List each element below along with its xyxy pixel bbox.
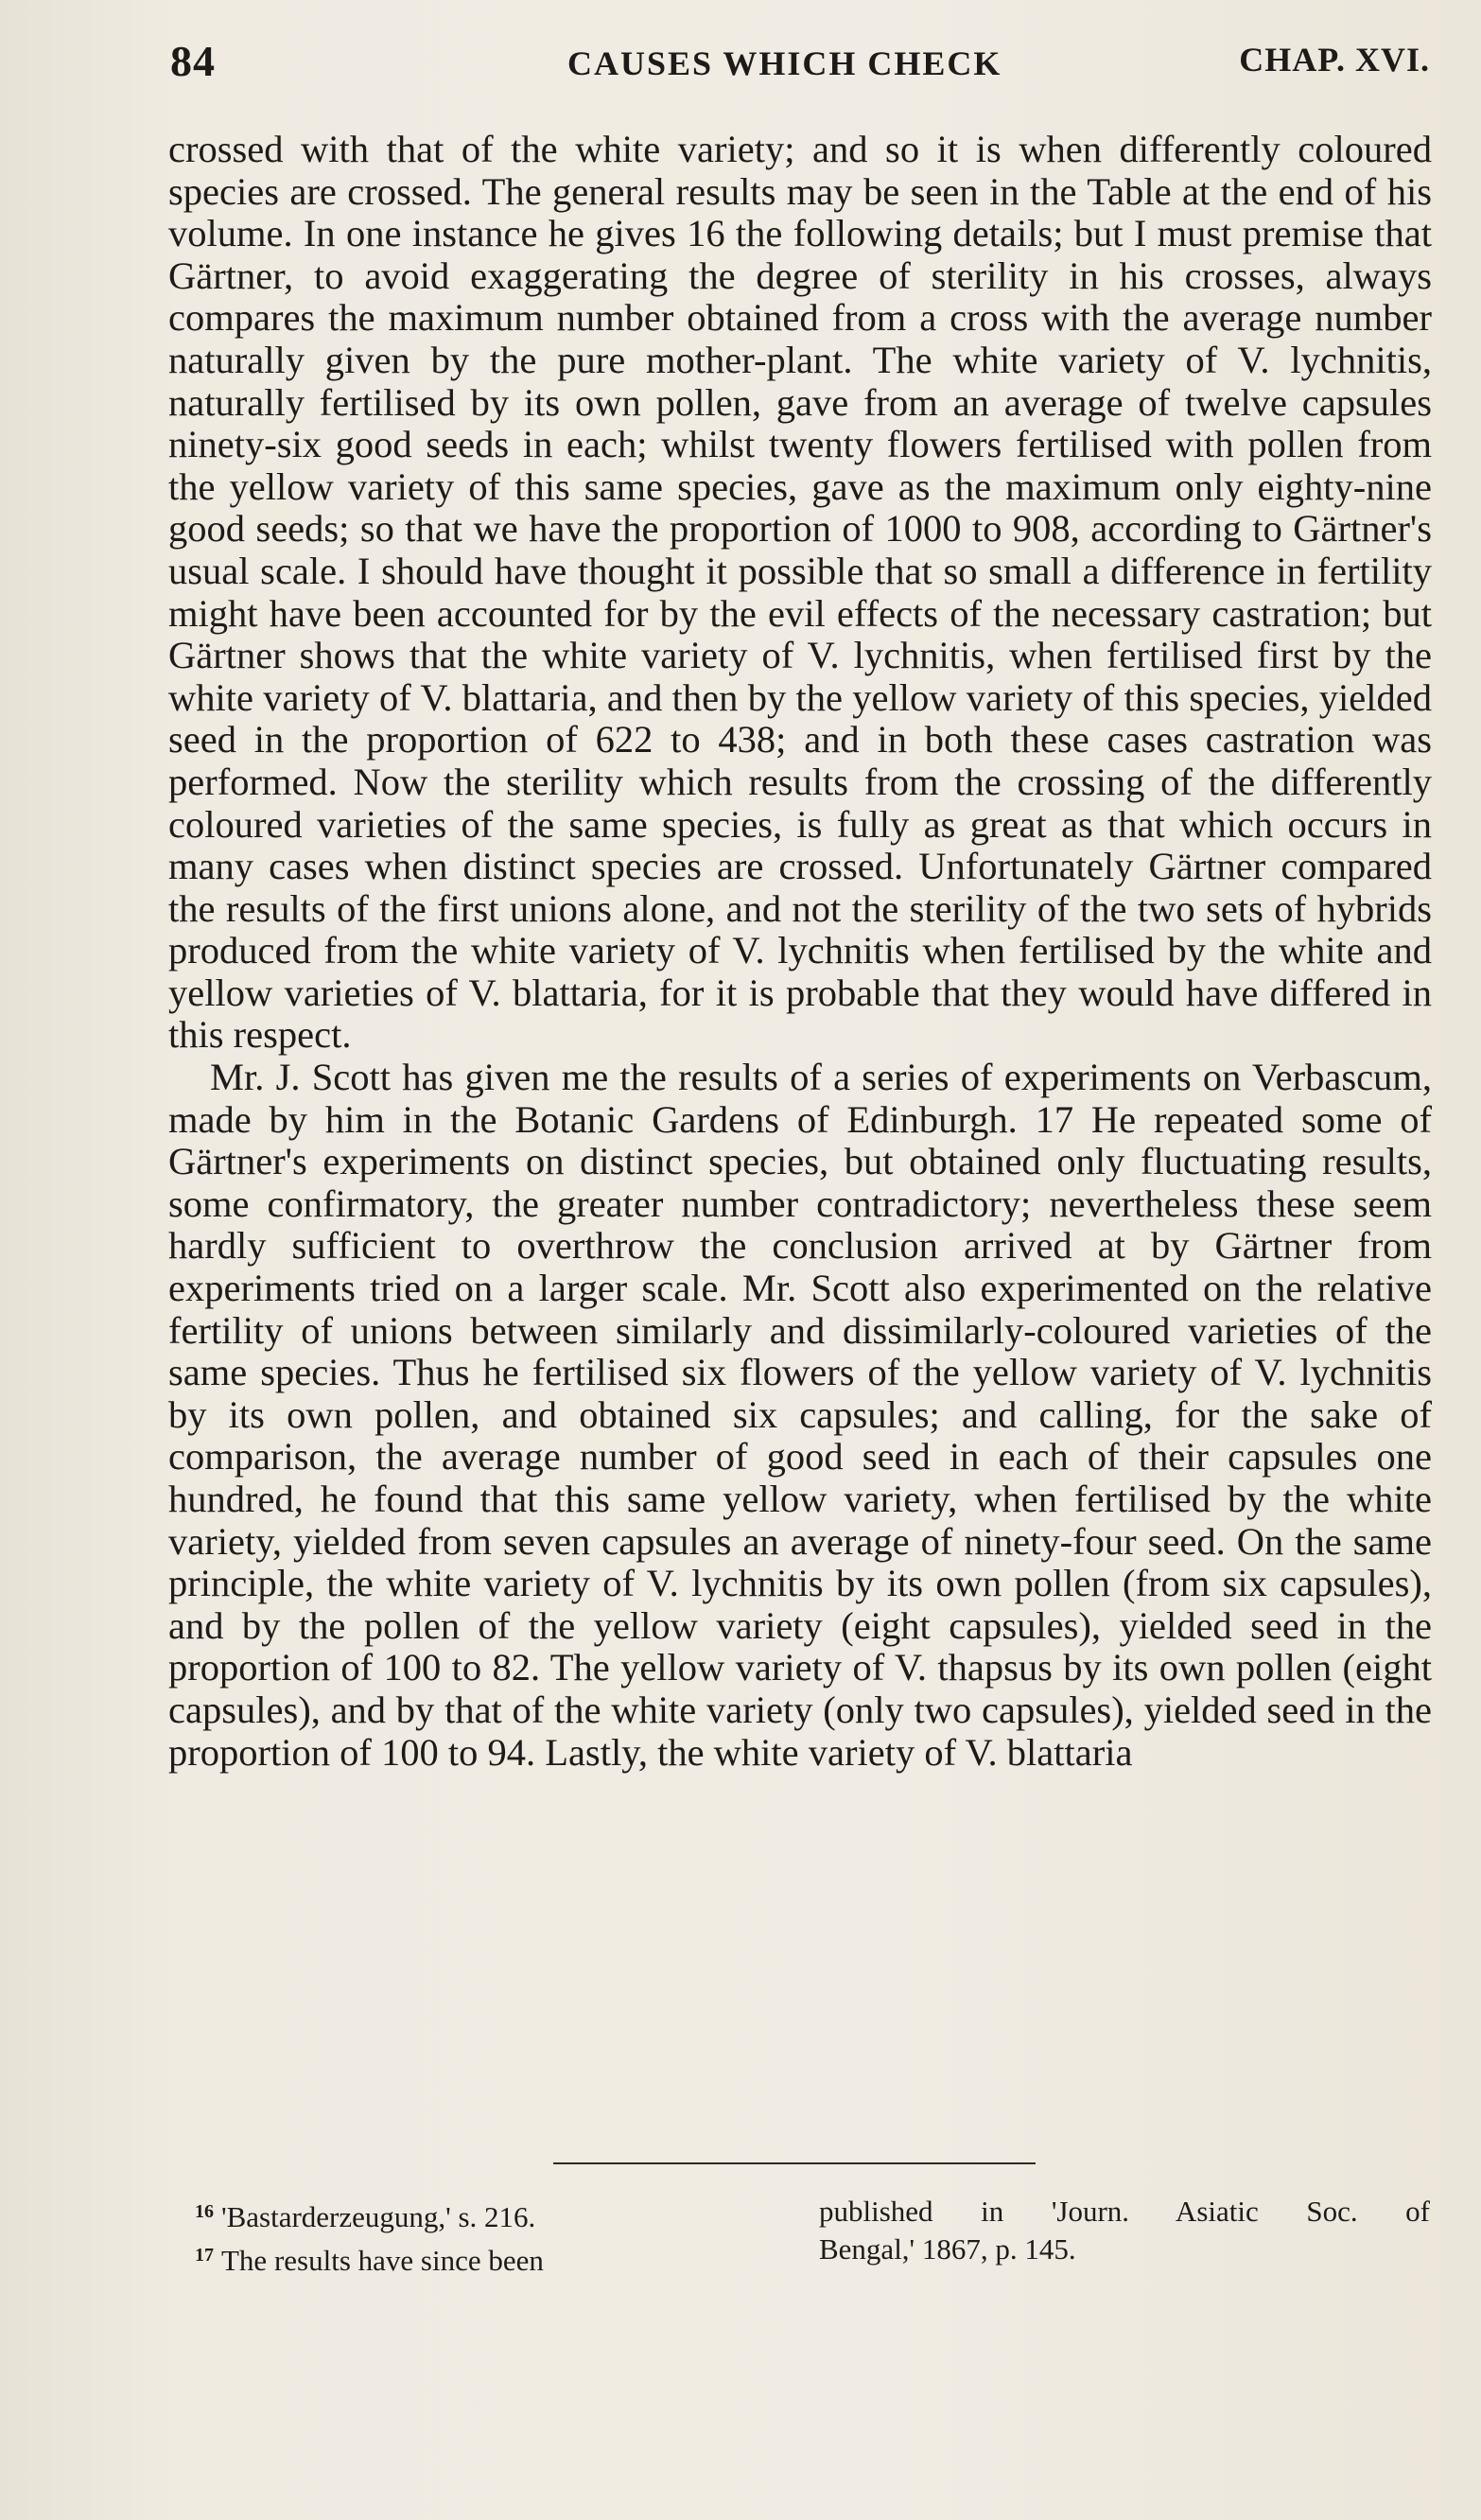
paragraph-1: crossed with that of the white variety; and so it is when differently coloured species are crossed. The general results may be seen in the Table at the end of his volume. In one instance he gives 16 the following details; but I must premise that Gärtner, to avoid exaggerating the degree of sterility in his crosses, always compares the maximum number obtained from a cross with the average number naturally given by the pure mother-plant. The white variety of V. lychnitis, naturally fertilised by its own pollen, gave from an average of twelve capsules ninety-six good seeds in each; whilst twenty flowers fertilised with pollen from the yellow variety of this same species, gave as the maximum only eighty-nine good seeds; so that we have the proportion of 1000 to 908, according to Gärtner's usual scale. I should have thought it possible that so small a difference in fertility might have been accounted for by the evil effects of the necessary castration; but Gärtner shows that the white variety of V. lychnitis, when fertilised first by the white variety of V. blattaria, and then by the yellow variety of this species, yielded seed in the proportion of 622 to 438; and in both these cases castration was performed. Now the sterility which results from the crossing of the differently coloured varieties of the same species, is fully as great as that which occurs in many cases when distinct species are crossed. Unfortunately Gärtner compared the results of the first unions alone, and not the sterility of the two sets of hybrids produced from the white variety of V. lychnitis when fertilised by the white and yellow varieties of V. blattaria, for it is probable that they would have differed in this respect. <box>168 128 1432 1057</box>
running-head: CAUSES WHICH CHECK <box>567 44 1002 82</box>
footnote-17-mark: 17 <box>195 2245 214 2266</box>
footnote-right-column <box>819 2193 1430 2268</box>
footnote-17-text-right-2: Bengal,' 1867, p. 145. <box>819 2232 1076 2266</box>
paragraph-2: Mr. J. Scott has given me the results of a series of experiments on Verbascum, made by him in the Botanic Gardens of Edinburgh. 17 He repeated some of Gärtner's experiments on distinct species, but obtained only fluctuating results, some confirmatory, the greater number contradictory; nevertheless these seem hardly sufficient to overthrow the conclusion arrived at by Gärtner from experiments tried on a larger scale. Mr. Scott also experimented on the relative fertility of unions between similarly and dissimilarly-coloured varieties of the same species. Thus he fertilised six flowers of the yellow variety of V. lychnitis by its own pollen, and obtained six capsules; and calling, for the sake of comparison, the average number of good seed in each of their capsules one hundred, he found that this same yellow variety, when fertilised by the white variety, yielded from seven capsules an average of ninety-four seed. On the same principle, the white variety of V. lychnitis by its own pollen (from six capsules), and by the pollen of the yellow variety (eight capsules), yielded seed in the proportion of 100 to 82. The yellow variety of V. thapsus by its own pollen (eight capsules), and by that of the white variety (only two capsules), yielded seed in the proportion of 100 to 94. Lastly, the white variety of V. blattaria <box>168 1056 1432 1774</box>
footnote-16-text: 'Bastarderzeugung,' s. 216. <box>221 2200 536 2233</box>
footnote-17 <box>195 2236 753 2280</box>
page-header <box>170 36 1430 102</box>
footnote-17-text-right-1: published in 'Journ. Asiatic Soc. of <box>819 2195 1430 2228</box>
footnote-16 <box>195 2193 753 2236</box>
body-text <box>168 129 1432 1774</box>
footnote-16-mark: 16 <box>195 2201 214 2222</box>
footnote-17-text-left: The results have since been <box>221 2244 544 2277</box>
footnote-left-column <box>195 2193 753 2280</box>
footnote-rule <box>553 2162 1036 2164</box>
chapter-label: CHAP. XVI. <box>1239 41 1430 79</box>
page-number: 84 <box>170 37 216 85</box>
